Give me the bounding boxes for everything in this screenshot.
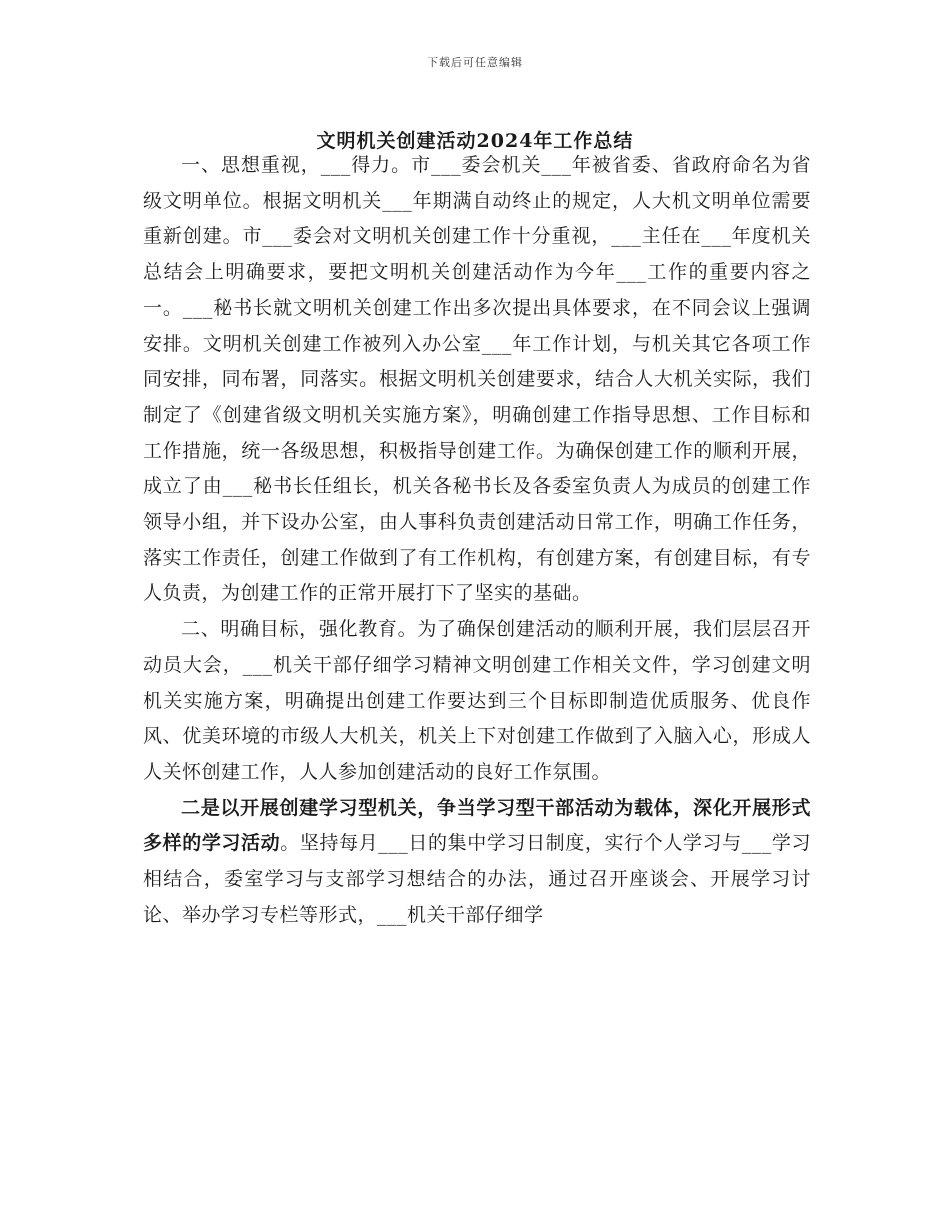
page-header-note: 下载后可任意编辑 <box>427 56 523 69</box>
paragraph-2 <box>143 612 811 791</box>
paragraph-1 <box>143 148 811 612</box>
paragraph-3 <box>143 791 811 934</box>
paragraph-3-lead: 二是以开展创建学习型机关，争当学习型干部活动为载体，深化开展形式多样的学习活动 <box>143 796 811 855</box>
paragraph-3-text: 。坚持每月___日的集中学习日制度，实行个人学习与___学习相结合，委室学习与支部学习想结合的办法，通过召开座谈会、开展学习讨论、举办学习专栏等形式，___机关干部仔细学 <box>143 832 811 926</box>
document-title: 文明机关创建活动2024年工作总结 <box>316 130 634 152</box>
paragraph-2-text: 二、明确目标，强化教育。为了确保创建活动的顺利开展，我们层层召开动员大会，___机关干部仔细学习精神文明创建工作相关文件，学习创建文明机关实施方案，明确提出创建工作要达到三个目标即制造优质服务、优良作风、优美环境的市级人大机关，机关上下对创建工作做到了入脑入心，形成人人关怀创建工作，人人参加创建活动的良好工作氛围。 <box>143 618 811 783</box>
paragraph-1-text: 一、思想重视，___得力。市___委会机关___年被省委、省政府命名为省级文明单位。根据文明机关___年期满自动终止的规定，人大机文明单位需要重新创建。市___委会对文明机关创建工作十分重视，___主任在___年度机关总结会上明确要求，要把文明机关创建活动作为今年___工作的重要内容之一。___秘书长就文明机关创建工作出多次提出具体要求，在不同会议上强调安排。文明机关创建工作被列入办公室___年工作计划，与机关其它各项工作同安排，同布署，同落实。根据文明机关创建要求，结合人大机关实际，我们制定了《创建省级文明机关实施方案》，明确创建工作指导思想、工作目标和工作措施，统一各级思想，积极指导创建工作。为确保创建工作的顺利开展，成立了由___秘书长任组长，机关各秘书长及各委室负责人为成员的创建工作领导小组，并下设办公室，由人事科负责创建活动日常工作，明确工作任务，落实工作责任，创建工作做到了有工作机构，有创建方案，有创建目标，有专人负责，为创建工作的正常开展打下了坚实的基础。 <box>143 154 811 605</box>
document-body <box>143 148 811 933</box>
